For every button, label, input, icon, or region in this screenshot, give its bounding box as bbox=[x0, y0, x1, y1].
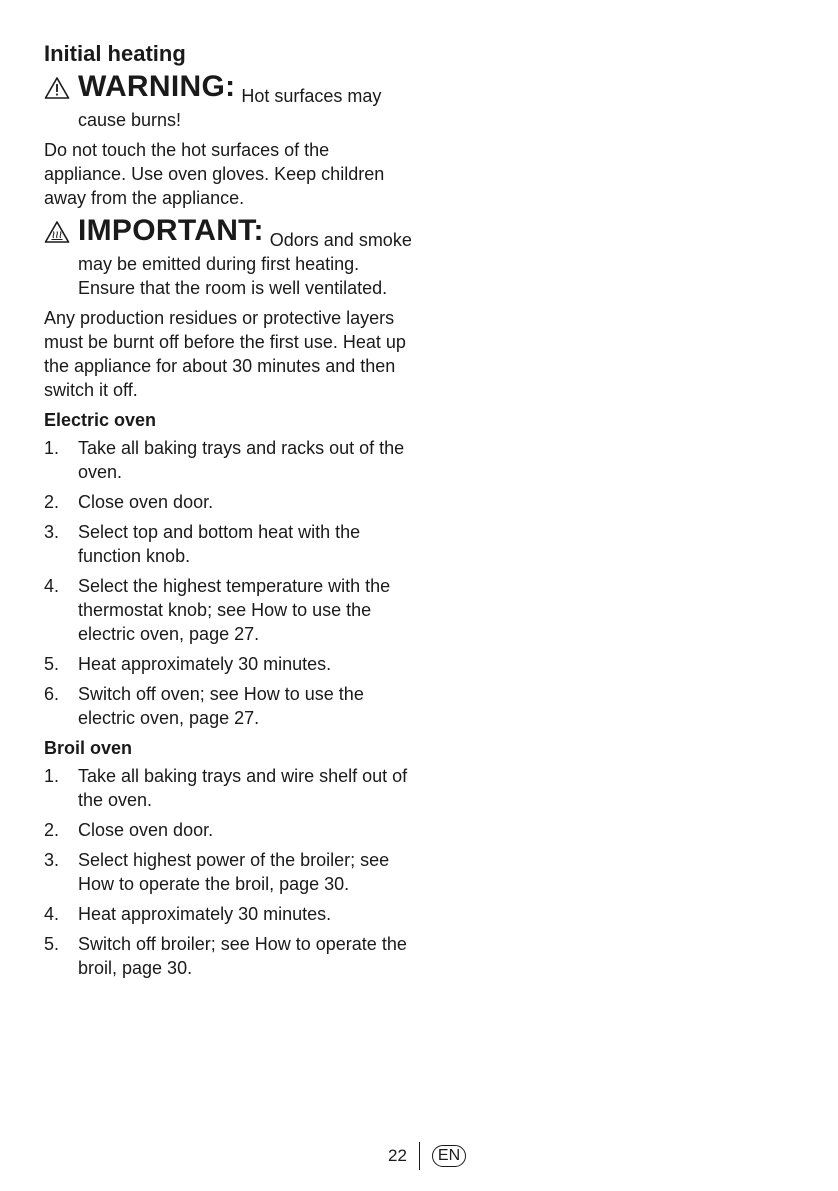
list-item: 3. Select highest power of the broiler; see How to operate the broil, page 30. bbox=[44, 850, 390, 894]
warning-text: Hot surfaces may cause burns! bbox=[78, 86, 382, 130]
list-item: 3. Select top and bottom heat with the function knob. bbox=[44, 522, 361, 566]
list-item: 4. Heat approximately 30 minutes. bbox=[44, 904, 332, 924]
electric-oven-heading: Electric oven bbox=[44, 410, 157, 430]
list-item: 4. Select the highest temperature with the thermostat knob; see How to use the electric oven, page 27. bbox=[44, 576, 391, 644]
warning-triangle-icon bbox=[44, 76, 70, 100]
list-item: 5. Heat approximately 30 minutes. bbox=[44, 654, 332, 674]
list-item: 2. Close oven door. bbox=[44, 492, 214, 512]
page-title: Initial heating bbox=[44, 41, 186, 66]
electric-oven-steps bbox=[44, 436, 414, 730]
list-item: 5. Switch off broiler; see How to operate the broil, page 30. bbox=[44, 934, 407, 978]
intro-paragraph: Any production residues or protective layers must be burnt off before the first use. Heat up the appliance for about 30 minutes and then switch it off. bbox=[44, 308, 406, 400]
list-item: 2. Close oven door. bbox=[44, 820, 214, 840]
list-item: 6. Switch off oven; see How to use the electric oven, page 27. bbox=[44, 684, 364, 728]
list-item: 1. Take all baking trays and racks out of the oven. bbox=[44, 438, 405, 482]
important-text: Odors and smoke may be emitted during first heating. Ensure that the room is well ventilated. bbox=[78, 230, 412, 298]
warning-notice bbox=[44, 72, 414, 132]
page-number: 22 bbox=[388, 1146, 407, 1165]
important-notice bbox=[44, 216, 414, 300]
broil-oven-steps bbox=[44, 764, 414, 980]
warning-body: Do not touch the hot surfaces of the appliance. Use oven gloves. Keep children away from the appliance. bbox=[44, 140, 385, 208]
list-item: 1. Take all baking trays and wire shelf out of the oven. bbox=[44, 766, 408, 810]
warning-label: WARNING: bbox=[78, 70, 236, 103]
language-badge: EN bbox=[432, 1145, 466, 1167]
hot-surface-triangle-icon bbox=[44, 220, 70, 244]
footer-divider bbox=[419, 1142, 420, 1170]
page-content bbox=[44, 40, 414, 986]
important-label: IMPORTANT: bbox=[78, 214, 264, 247]
broil-oven-heading: Broil oven bbox=[44, 738, 133, 758]
page-footer bbox=[388, 1142, 466, 1170]
